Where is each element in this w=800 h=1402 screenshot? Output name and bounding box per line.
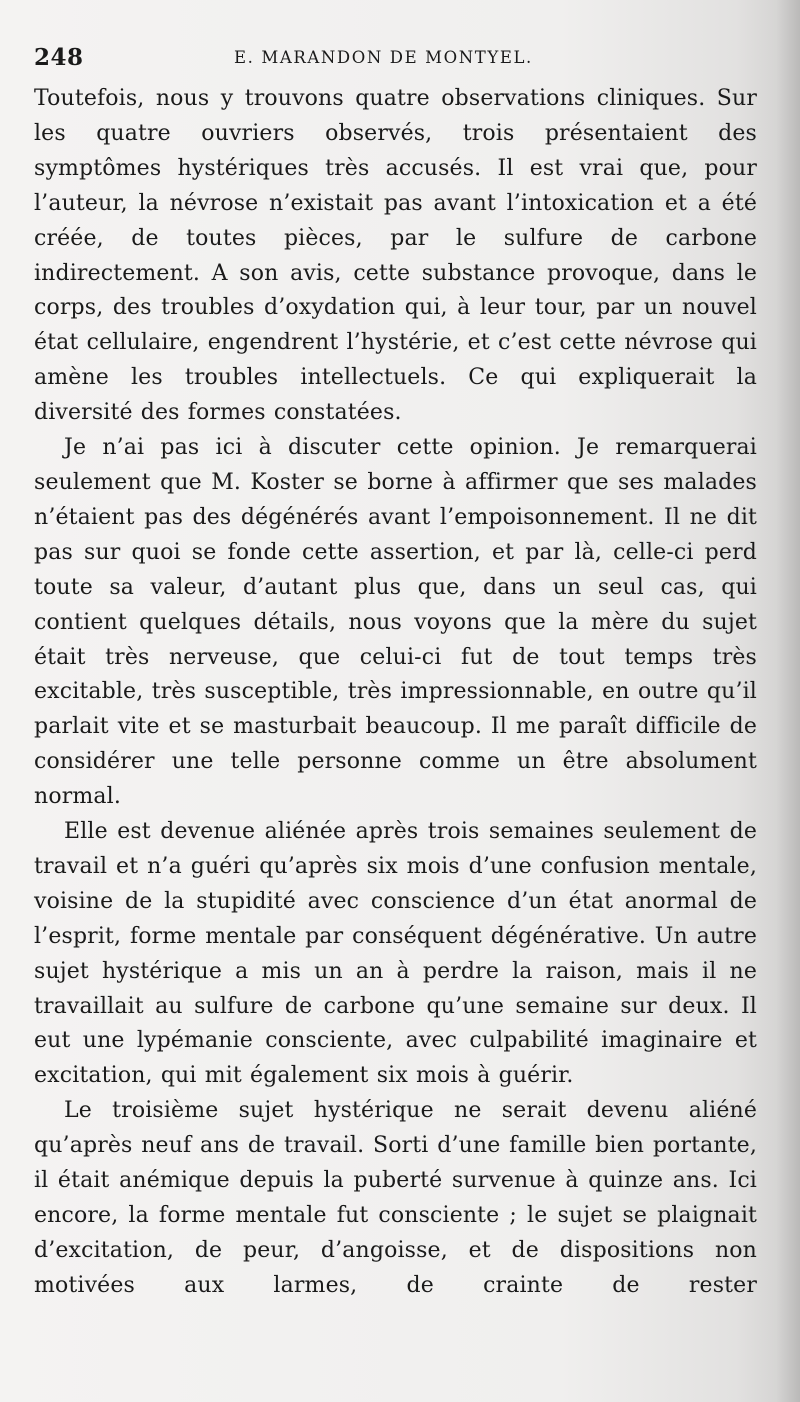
page-edge-shadow (776, 0, 800, 1402)
paragraph-4: Le troisième sujet hystérique ne serait devenu aliéné qu’après neuf ans de travail. Sorti d’une famille bien portante, il était anémique depuis la puberté survenue à quinze ans. Ici encore, la forme mentale fut consciente ; le sujet se plaignait d’excitation, de peur, d’angoisse, et de dispositions non motivées aux larmes, de crainte de rester (34, 1098, 757, 1298)
running-head: E. MARANDON DE MONTYEL. (234, 48, 533, 67)
paragraph-1: Toutefois, nous y trouvons quatre observations cliniques. Sur les quatre ouvriers observés, trois présentaient des symptômes hystériques très accusés. Il est vrai que, pour l’auteur, la névrose n’existait pas avant l’intoxication et a été créée, de toutes pièces, par le sulfure de carbone indirectement. A son avis, cette substance provoque, dans le corps, des troubles d’oxydation qui, à leur tour, par un nouvel état cellulaire, engendrent l’hystérie, et c’est cette névrose qui amène les troubles intellectuels. Ce qui expliquerait la diversité des formes constatées. (34, 86, 757, 426)
paragraph-3: Elle est devenue aliénée après trois semaines seulement de travail et n’a guéri qu’après six mois d’une confusion mentale, voisine de la stupidité avec conscience d’un état anormal de l’esprit, forme mentale par conséquent dégénérative. Un autre sujet hystérique a mis un an à perdre la raison, mais il ne travaillait au sulfure de carbone qu’une semaine sur deux. Il eut une lypémanie consciente, avec culpabilité imaginaire et excitation, qui mit également six mois à guérir. (34, 819, 757, 1089)
body-text (34, 82, 757, 1304)
paragraph-2: Je n’ai pas ici à discuter cette opinion. Je remarquerai seulement que M. Koster se borne à affirmer que ses malades n’étaient pas des dégénérés avant l’empoisonnement. Il ne dit pas sur quoi se fonde cette assertion, et par là, celle-ci perd toute sa valeur, d’autant plus que, dans un seul cas, qui contient quelques détails, nous voyons que la mère du sujet était très nerveuse, que celui-ci fut de tout temps très excitable, très susceptible, très impressionnable, en outre qu’il parlait vite et se masturbait beaucoup. Il me paraît difficile de considérer une telle personne comme un être absolument normal. (34, 435, 757, 810)
page-header (34, 44, 754, 74)
page-number: 248 (34, 44, 84, 71)
